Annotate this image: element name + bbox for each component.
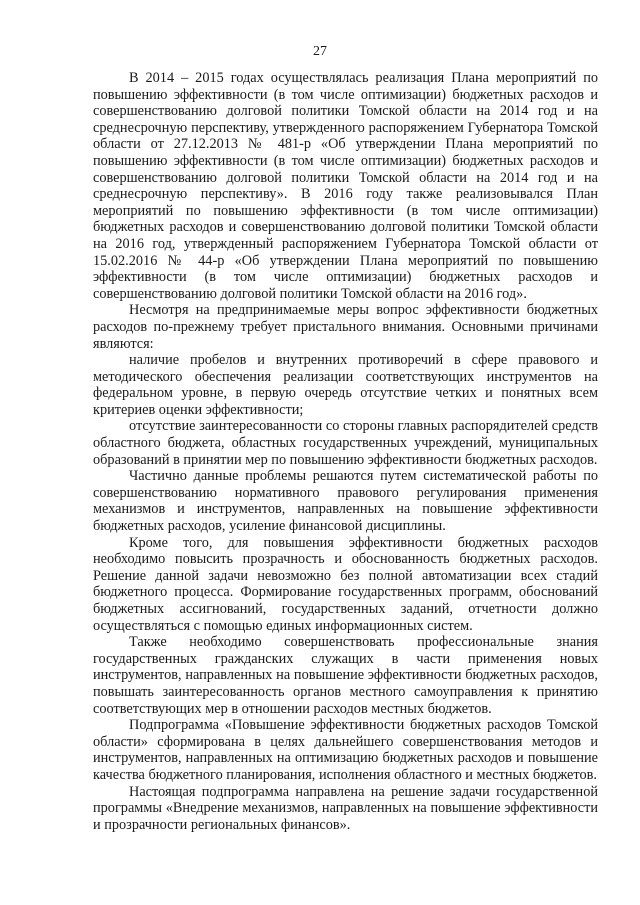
paragraph-partial-solution: Частично данные проблемы решаются путем систематической работы по совершенствованию нормативного правового регулирования применения механизмов и инструментов, направленных на повышение эффективности бюджетных расходов, усиление финансовой дисциплины.	[93, 468, 598, 535]
paragraph-main-reasons: Несмотря на предпринимаемые меры вопрос эффективности бюджетных расходов по-прежнему требует пристального внимания. Основными причинами являются:	[93, 302, 598, 352]
paragraph-professional-knowledge: Также необходимо совершенствовать профессиональные знания государственных гражданских служащих в части применения новых инструментов, направленных на повышение эффективности бюджетных расходов, повышать заинтересованность органов местного самоуправления к принятию соответствующих мер в отношении расходов местных бюджетов.	[93, 634, 598, 717]
paragraph-plan-2014-2016: В 2014 – 2015 годах осуществлялась реализация Плана мероприятий по повышению эффективности (в том числе оптимизации) бюджетных расходов и совершенствованию долговой политики Томской области на 2014 год и на среднесрочную перспективу, утвержденного распоряжением Губернатора Томской области от 27.12.2013 № 481-р «Об утверждении Плана мероприятий по повышению эффективности (в том числе оптимизации) бюджетных расходов и совершенствованию долговой политики Томской области на 2014 год и на среднесрочную перспективу». В 2016 году также реализовывался План мероприятий по повышению эффективности (в том числе оптимизации) бюджетных расходов и совершенствованию долговой политики Томской области на 2016 год, утвержденный распоряжением Губернатора Томской области от 15.02.2016 № 44-р «Об утверждении Плана мероприятий по повышению эффективности (в том числе оптимизации) бюджетных расходов и совершенствованию долговой политики Томской области на 2016 год».	[93, 70, 598, 302]
paragraph-subprogram-goal: Подпрограмма «Повышение эффективности бюджетных расходов Томской области» сформирована в целях дальнейшего совершенствования методов и инструментов, направленных на оптимизацию бюджетных расходов и повышение качества бюджетного планирования, исполнения областного и местных бюджетов.	[93, 717, 598, 783]
paragraph-reason-gaps: наличие пробелов и внутренних противоречий в сфере правового и методического обеспечения реализации соответствующих инструментов на федеральном уровне, в первую очередь отсутствие четких и понятных всем критериев оценки эффективности;	[93, 352, 598, 418]
page-body	[93, 70, 598, 833]
page-number: 27	[313, 44, 327, 59]
paragraph-transparency: Кроме того, для повышения эффективности бюджетных расходов необходимо повысить прозрачность и обоснованность бюджетных расходов. Решение данной задачи невозможно без полной автоматизации всех стадий бюджетного процесса. Формирование государственных программ, обоснований бюджетных ассигнований, государственных заданий, отчетности должно осуществляться с помощью единых информационных систем.	[93, 534, 598, 634]
paragraph-subprogram-task: Настоящая подпрограмма направлена на решение задачи государственной программы «Внедрение механизмов, направленных на повышение эффективности и прозрачности региональных финансов».	[93, 783, 598, 833]
paragraph-reason-disinterest: отсутствие заинтересованности со стороны главных распорядителей средств областного бюджета, областных государственных учреждений, муниципальных образований в принятии мер по повышению эффективности бюджетных расходов.	[93, 418, 598, 468]
